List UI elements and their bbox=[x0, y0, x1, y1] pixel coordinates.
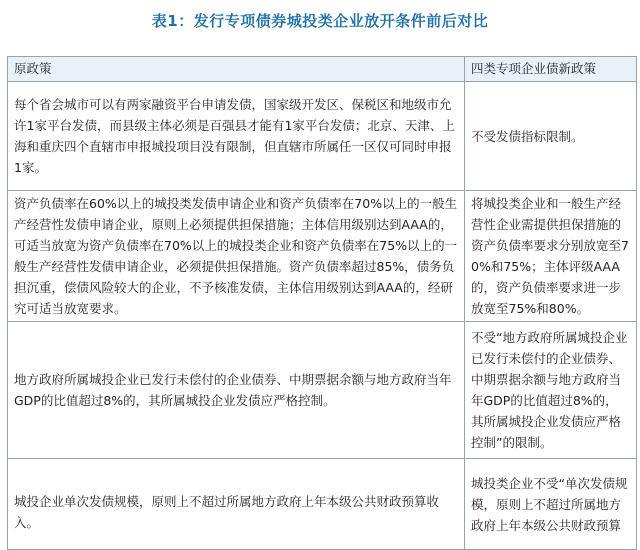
table-row bbox=[8, 459, 637, 550]
table-row bbox=[8, 82, 637, 191]
new-policy-cell: 将城投类企业和一般生产经营性企业需提供担保措施的资产负债率要求分别放宽至70%和75%；主体评级AAA的，资产负债率要求进一步放宽至75%和80%。 bbox=[465, 191, 637, 322]
header-old-policy: 原政策 bbox=[8, 57, 465, 82]
old-policy-cell: 资产负债率在60%以上的城投类发债申请企业和资产负债率在70%以上的一般生产经营性发债申请企业，原则上必须提供担保措施；主体信用级别达到AAA的，可适当放宽为资产负债率在70%以上的城投类企业和资产负债率在75%以上的一般生产经营性发债申请企业，必须提供担保措施。资产负债率超过85%，债务负担沉重，偿债风险较大的企业，不予核准发债，主体信用级别达到AAA的，经研究可适当放宽要求。 bbox=[8, 191, 465, 322]
policy-comparison-table bbox=[7, 56, 637, 550]
new-policy-cell: 不受发债指标限制。 bbox=[465, 82, 637, 191]
old-policy-cell: 地方政府所属城投企业已发行未偿付的企业债券、中期票据余额与地方政府当年GDP的比值超过8%的，其所属城投企业发债应严格控制。 bbox=[8, 322, 465, 459]
header-new-policy: 四类专项企业债新政策 bbox=[465, 57, 637, 82]
table-header-row bbox=[8, 57, 637, 82]
table-row bbox=[8, 322, 637, 459]
old-policy-cell: 城投企业单次发债规模，原则上不超过所属地方政府上年本级公共财政预算收入。 bbox=[8, 459, 465, 550]
new-policy-cell: 不受“地方政府所属城投企业已发行未偿付的企业债券、中期票据余额与地方政府当年GDP的比值超过8%的，其所属城投企业发债应严格控制”的限制。 bbox=[465, 322, 637, 459]
table-title: 表1：发行专项债券城投类企业放开条件前后对比 bbox=[151, 12, 489, 30]
new-policy-cell: 城投类企业不受“单次发债规模，原则上不超过所属地方政府上年本级公共财政预算 bbox=[465, 459, 637, 550]
old-policy-cell: 每个省会城市可以有两家融资平台申请发债，国家级开发区、保税区和地级市允许1家平台发债，而县级主体必须是百强县才能有1家平台发债；北京、天津、上海和重庆四个直辖市申报城投项目没有限制，但直辖市所属任一区仅可同时申报1家。 bbox=[8, 82, 465, 191]
table-row bbox=[8, 191, 637, 322]
